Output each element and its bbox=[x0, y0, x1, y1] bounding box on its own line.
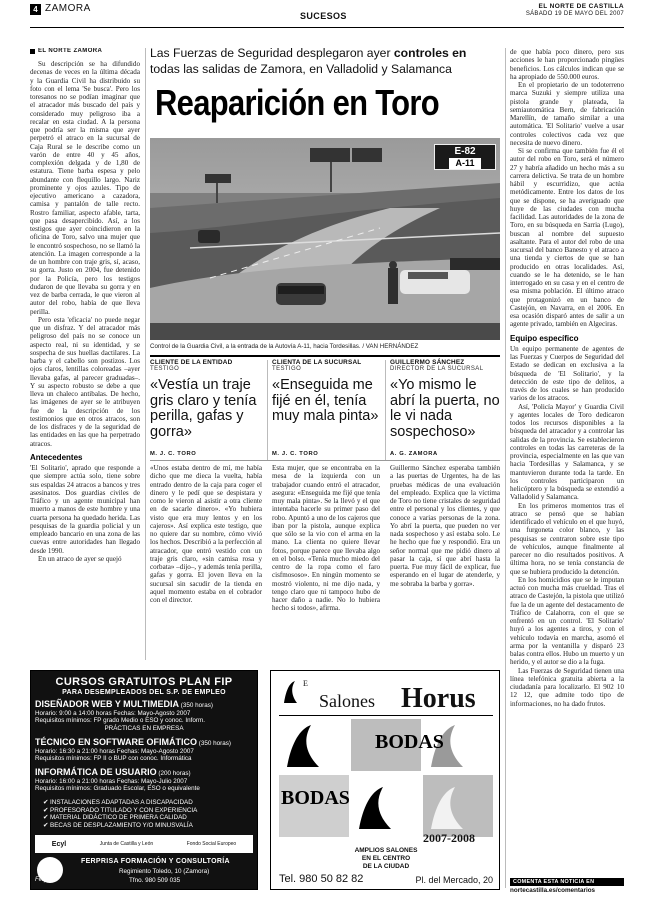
course-name: INFORMÁTICA DE USUARIO bbox=[35, 767, 157, 777]
left-subhead: Antecedentes bbox=[30, 452, 83, 462]
bullet-item: ✔ PROFESORADO TITULADO Y CON EXPERIENCIA bbox=[43, 806, 198, 814]
testimonial-divider bbox=[267, 360, 268, 460]
testimonial-byline: M. J. C. TORO bbox=[150, 451, 197, 457]
bylines-rule bbox=[150, 460, 500, 461]
course-line: Horario: 9:00 a 14:00 horas Fechas: Mayo-Agosto 2007 bbox=[35, 709, 191, 717]
horus-ad bbox=[270, 670, 500, 890]
courses-ad-subtitle: PARA DESEMPLEADOS DEL S.P. DE EMPLEO bbox=[62, 689, 226, 696]
horus-tagline: AMPLIOS SALONES EN EL CENTRO DE LA CIUDAD bbox=[354, 847, 418, 870]
kicker-text: Las Fuerzas de Seguridad desplegaron ayer bbox=[150, 46, 394, 60]
horus-logo-mark bbox=[281, 679, 299, 705]
sponsor-logos bbox=[35, 835, 253, 853]
right-paragraph: de que había poco dinero, pero sus acciones le han proporcionado pingües beneficios. Los cálculos indican que se ha apropiado de 550.000 euros. bbox=[510, 48, 624, 81]
horus-phone: Tel. 980 50 82 82 bbox=[279, 873, 364, 885]
left-column bbox=[30, 48, 140, 658]
right-column bbox=[510, 48, 624, 876]
bullet-item: ✔ MATERIAL DIDÁCTICO DE PRIMERA CALIDAD bbox=[43, 814, 187, 822]
course-line: Requisitos mínimos: Graduado Escolar, ESO o equivalente bbox=[35, 785, 200, 793]
check-icon: ✔ bbox=[43, 799, 51, 806]
horus-address: Pl. del Mercado, 20 bbox=[415, 875, 493, 885]
right-paragraph: En los primeros momentos tras el atraco se pensó que se habían identificado el vehículo en el que huyó, una furgoneta color blanco, y las pesquisas se centraron sobre este tipo de vehículos, aunque finalmente al parecer no dio resultados positivos. A última hora, no se tenía constancia de que se hubiera producido la detención. bbox=[510, 501, 624, 576]
testimonial-role: DIRECTOR DE LA SUCURSAL bbox=[390, 366, 484, 372]
right-paragraph: Un equipo permanente de agentes de las Fuerzas y Cuerpos de Seguridad del Estado se dedican en exclusiva a la búsqueda de 'El Solitario', y la detección de este tipo de delitos, a través de los cuales se han producido varios de los atracos. bbox=[510, 344, 624, 403]
left-paragraph: En un atraco de ayer se quejó bbox=[38, 554, 122, 563]
course-hours: (350 horas) bbox=[198, 740, 231, 747]
course-line: Requisitos mínimos: FP grado Medio o ESO y conoc. Inform. bbox=[35, 717, 205, 725]
courses-bullets bbox=[43, 799, 253, 829]
sponsor-logo: Junta de Castilla y León bbox=[99, 841, 154, 847]
company-name: FERPRISA FORMACIÓN Y CONSULTORÍA bbox=[81, 858, 230, 865]
left-paragraph: Su descripción se ha difundido decenas de veces en la última década y la Guardia Civil ha distribuido su foto con el lema 'Se busca'. Pero los toresanos no se podían imaginar que el atracador más buscado del país y considerado muy peligroso iba a recalar en esta ciudad. A la persona que podría ser la misma que ayer perpetró el atraco en la sucursal de Caja Rural se le describe como un varón de entre 40 y 45 años, complexión delgada y de 1,80 de estatura. Tiene barba espesa y pelo abundante con flequillo largo. Nariz prominente y ojos azules. Tipo de ejecutivo americano a cazadora, camisa y pantalón de talle recto. Rostro familiar, aspecto afable, tarta, que pasa desapercibido. Así, a los testigos que ayer coincidieron en la oficina de Toro, salvo una mujer que le encontró sospechoso, no se llamó la atención. La imagen corresponde a la de un hombre con traje gris, sí, acaso, su gorra. Justo en 2004, fue detenido por la Policía, pero los testigos dudaron de que llevaba su gorra y en vez de barba cerrada, le que vieron al autor del robo, había de que lleva perilla. bbox=[30, 60, 140, 316]
testimonial-byline: A. G. ZAMORA bbox=[390, 451, 438, 457]
kicker-line-2: todas las salidas de Zamora, en Valladolid y Salamanca bbox=[150, 61, 452, 76]
issue-date: SÁBADO 19 DE MAYO DEL 2007 bbox=[525, 11, 624, 17]
right-subhead: Equipo específico bbox=[510, 333, 579, 343]
course-hours: (350 horas) bbox=[180, 702, 213, 709]
courses-ad-title: CURSOS GRATUITOS PLAN FIP bbox=[55, 676, 233, 688]
right-paragraph: En el propietario de un todoterreno marca Suzuki y siempre utiliza una pistola grande y plateada, la semiautomática Bern, de fabricación Marellín, de tamaño similar a una automática. 'El Solitario' vuelve a usar controles colectivos cada vez que necesita de nuevo dinero. bbox=[510, 81, 624, 147]
bodas-label: BODAS bbox=[281, 787, 350, 809]
column-divider bbox=[145, 48, 146, 660]
page-header bbox=[30, 3, 624, 19]
left-paragraph: Pero esta 'eficacia' no puede negar que un disfraz. Y del atracador más peligroso del país no se conoce un aspecto real, ni su identidad, y se sospecha de sus huellas dactilares. La barba y el cabello son postizos. Los ojos claros, lentillas coloreadas –ayer llevaba gafas, al parecer graduadas–. Y su aspecto robusto se debe a que lleva un chaleco antibalas. De hecho, las imágenes de ayer se le atribuyen fue de la descripción de los testimonios que en otros atracos, son de los disfraces y de la seguridad de las entidades en las que ha perpetrado atracos. bbox=[30, 315, 140, 448]
horus-brand-small: Salones bbox=[319, 691, 375, 711]
company-address: Regimiento Toledo, 10 (Zamora) bbox=[119, 868, 210, 875]
right-paragraph: Así, 'Policía Mayor' y Guardia Civil y agentes locales de Toro dedicaron todos los recursos disponibles a la búsqueda del atracador y a controlar las salidas de la provincia. Se establecieron controles en todas las carreteras de la provincia, especialmente en las que van hacia Tordesillas y Salamanca, y se mantuvieron durante toda la tarde. En los controles participaron un helicóptero y la búsqueda se extendió a Valladolid y Salamanca. bbox=[510, 402, 624, 502]
section-title: SUCESOS bbox=[300, 11, 347, 21]
left-column-tag-row bbox=[30, 48, 140, 54]
photo-caption: Control de la Guardia Civil, a la entrada de la Autovía A-11, hacia Tordesillas. / VAN HERNÁNDEZ bbox=[150, 343, 419, 350]
road-sign-e82: E-82 A-11 bbox=[434, 144, 496, 170]
right-paragraph: Las Fuerzas de Seguridad tienen una línea telefónica gratuita abierta a la ciudadanía para localizarlo. El 902 10 12 12, que admite todo tipo de informaciones, no ha dado frutos. bbox=[510, 666, 624, 708]
bullet-item: ✔ INSTALACIONES ADAPTADAS A DISCAPACIDAD bbox=[43, 799, 193, 806]
comment-footer-url[interactable]: nortecastilla.es/comentarios bbox=[510, 887, 596, 894]
course-name: DISEÑADOR WEB Y MULTIMEDIA bbox=[35, 699, 180, 709]
swan-icon bbox=[281, 679, 299, 705]
comment-footer-tag: COMENTA ESTA NOTICIA EN bbox=[510, 878, 624, 886]
right-paragraph: Si se confirma que también fue él el autor del robo en Toro, será el número 27 y habría añadido un hecho más a su carrera delictiva. Se trata de un hombre hábil y escurridizo, que actúa metódicamente. Entre los datos de los que se dispone, se ha averiguado que huye de las ciudades con mucha facilidad. Las autoridades de la zona de Toro, en su búsqueda en Sarria (Lugo), buscan al nombre del supuesto asaltante. Para el autor del robo de una sucursal del banco Banesto y el atraco a una tienda y ciertos de que se han producido en otras localidades. Así, cuando se le ha detenido, se le han interrogado en su casa y en el centro de esa misma población. El último atraco que protagonizó en un banco de Castejón, en Navarra, en el 2006. En esa ocasión disparó antes de salir a un agente privado, también en Algeciras. bbox=[510, 147, 624, 329]
testimonial-quote: «Yo mismo le abrí la puerta, no le vi nada sospechoso» bbox=[390, 377, 500, 440]
paper-name: EL NORTE DE CASTILLA bbox=[538, 3, 624, 10]
testimonial-byline: M. J. C. TORO bbox=[272, 451, 319, 457]
story-column: Guillermo Sánchez esperaba también a las puertas de Urgentes, ha de las pruebas médicas de una evaluación del empleado. Explica que la víctima de Toro no tiene cristales de seguridad entre el personal y los clientes, y que conoce a varias personas de la zona. Yo abrí la puerta, que pueden no ver nada sospechoso y así estaba solo. Le he hecho que fue y respondió. Era un señor normal que me pidió dinero al pasar la caja, sí que abrí hasta la puerta. Fue muy fácil de explicar, fue esperando en el lugar de atenderle, y me sobraba la barba y gorra». bbox=[390, 464, 500, 588]
course-name: TÉCNICO EN SOFTWARE OFIMÁTICO bbox=[35, 737, 197, 747]
check-icon: ✔ bbox=[43, 806, 51, 814]
page-number: 4 bbox=[30, 4, 41, 15]
sponsor-logo: Fondo Social Europeo bbox=[186, 841, 237, 847]
testimonial-card bbox=[390, 359, 500, 440]
headline-title: Reaparición en Toro bbox=[155, 82, 439, 123]
headline-kicker bbox=[150, 46, 510, 77]
course-line: Horario: 16:00 a 21:00 horas Fechas: Mayo-Julio 2007 bbox=[35, 777, 188, 785]
course-line: Horario: 16:30 a 21:00 horas Fechas: Mayo-Agosto 2007 bbox=[35, 747, 194, 755]
testimonial-quote: «Vestía un traje gris claro y tenía perilla, gafas y gorra» bbox=[150, 377, 257, 440]
course-block bbox=[35, 701, 253, 732]
left-column-body bbox=[30, 60, 140, 563]
testimonial-role: TESTIGO bbox=[272, 366, 302, 372]
horus-header-rule bbox=[279, 715, 493, 716]
section-left: ZAMORA bbox=[45, 3, 91, 14]
ferprisa-logo-text: Ferprisa bbox=[35, 877, 58, 883]
testimonial-card bbox=[272, 359, 380, 425]
story-column: «Unos estaba dentro de mí, me había dicho que me dieca la vuelta, había entrado dentro de la caja para coger el dinero y le pedí que se despistara y como le vieron al asistir a otra cliente en de sacarle dinero». «Yo hubiera visto que era muy lentos y en los cajeros». Así explica este testigo, que no quiere dar su nombre, cómo vivió los hechos. Describió a la perfección al atracador, que entró vestido con un traje gris claro, «sin camisa rosa y corbata» –dijo–, y además tenía perilla, gafas y gorra. El joven lleva en la sucursal sin sacudir de la tienda en aquel momento estaba en el cobrador con el director. bbox=[150, 464, 262, 604]
square-bullet-icon bbox=[30, 49, 35, 54]
testimonial-name: GUILLERMO SÁNCHEZ bbox=[390, 359, 465, 366]
horus-logo-letters: E bbox=[303, 679, 308, 688]
kicker-bold: controles en bbox=[393, 46, 467, 60]
horus-brand-big: Horus bbox=[401, 683, 476, 714]
news-photo bbox=[150, 138, 500, 340]
right-paragraph: En los homicidios que se le imputan actuó con mucha más crueldad. Tras el atraco de Castejón, la pistola que utilizó fue la de un agente del destacamento de Tráfico de Calahorra, con el que se enfrentó en un control. 'El Solitario' huyó a los agentes a tiros, y con el vehículo todavía en marcha, asomó el arma por la ventanilla y disparó 23 balas contra ellos. Hubo un muerto y un herido, y el autor se dio a la fuga. bbox=[510, 575, 624, 667]
courses-ad bbox=[30, 670, 258, 890]
left-paragraph: 'El Solitario', aprado que responde a que siempre actúa solo, tiene sobre sus espaldas 24 atracos a bancos y tres asesinatos. Dos guardias civiles de Tráfico y un agente municipal han muerto a manos de este hombre y una cuarta persona ha quedado herida. Las pesquisas de la guardia policial y un empleado bancario en una zona de las cuevas entre autoridades han llegado desde 1990. bbox=[30, 464, 140, 555]
check-icon: ✔ bbox=[43, 821, 51, 829]
testimonial-role: TESTIGO bbox=[150, 366, 180, 372]
company-phone: Tfno. 980 509 035 bbox=[129, 877, 181, 884]
testimonials-top-rule bbox=[150, 355, 500, 357]
course-line: PRÁCTICAS EN EMPRESA bbox=[104, 724, 184, 732]
course-block bbox=[35, 769, 253, 793]
course-block bbox=[35, 739, 253, 763]
horus-years: 2007-2008 bbox=[423, 831, 475, 845]
column-divider bbox=[505, 48, 506, 888]
header-rule bbox=[30, 27, 624, 28]
sponsor-logo: Ecyl bbox=[51, 840, 67, 848]
bullet-item: ✔ BECAS DE DESPLAZAMIENTO Y/O MINUSVALÍA bbox=[43, 821, 193, 829]
left-column-tag: EL NORTE ZAMORA bbox=[38, 48, 103, 54]
check-icon: ✔ bbox=[43, 814, 51, 822]
course-line: Requisitos mínimos: FP II o BUP con conoc. Informática bbox=[35, 755, 192, 763]
testimonial-name: CLIENTA DE LA SUCURSAL bbox=[272, 359, 362, 366]
course-hours: (200 horas) bbox=[158, 770, 191, 777]
testimonial-divider bbox=[385, 360, 386, 460]
story-column: Esta mujer, que se encontraba en la mesa de la izquierda con un trabajador cuando entró el atracador, asegura: «Enseguida me fijé que tenía muy mala pinta». Se la llevó y el que intentaba hacerle su primer paso del robo. Apuntó a uno de los cajeros que iban por la pistola, aunque explica que sólo se la vio con el arma en la mano. La clienta no quiere llevar fotos, porque parece que llevaba algo en el bolso. «Tenía mucho miedo del centro de la ropa como el faro cisfmososo». En ningún momento se mostró violento, ni me dijo nada, y tengo claro que ni tampoco hubo de hacer daño a nadie. No lo hubiera hecho si todos», afirma. bbox=[272, 464, 380, 613]
testimonial-card bbox=[150, 359, 262, 440]
testimonials-row bbox=[150, 355, 500, 443]
testimonial-quote: «Enseguida me fijé en él, tenía muy mala pinta» bbox=[272, 377, 379, 424]
bodas-label: BODAS bbox=[375, 731, 444, 753]
testimonial-name: CLIENTE DE LA ENTIDAD bbox=[150, 359, 233, 366]
